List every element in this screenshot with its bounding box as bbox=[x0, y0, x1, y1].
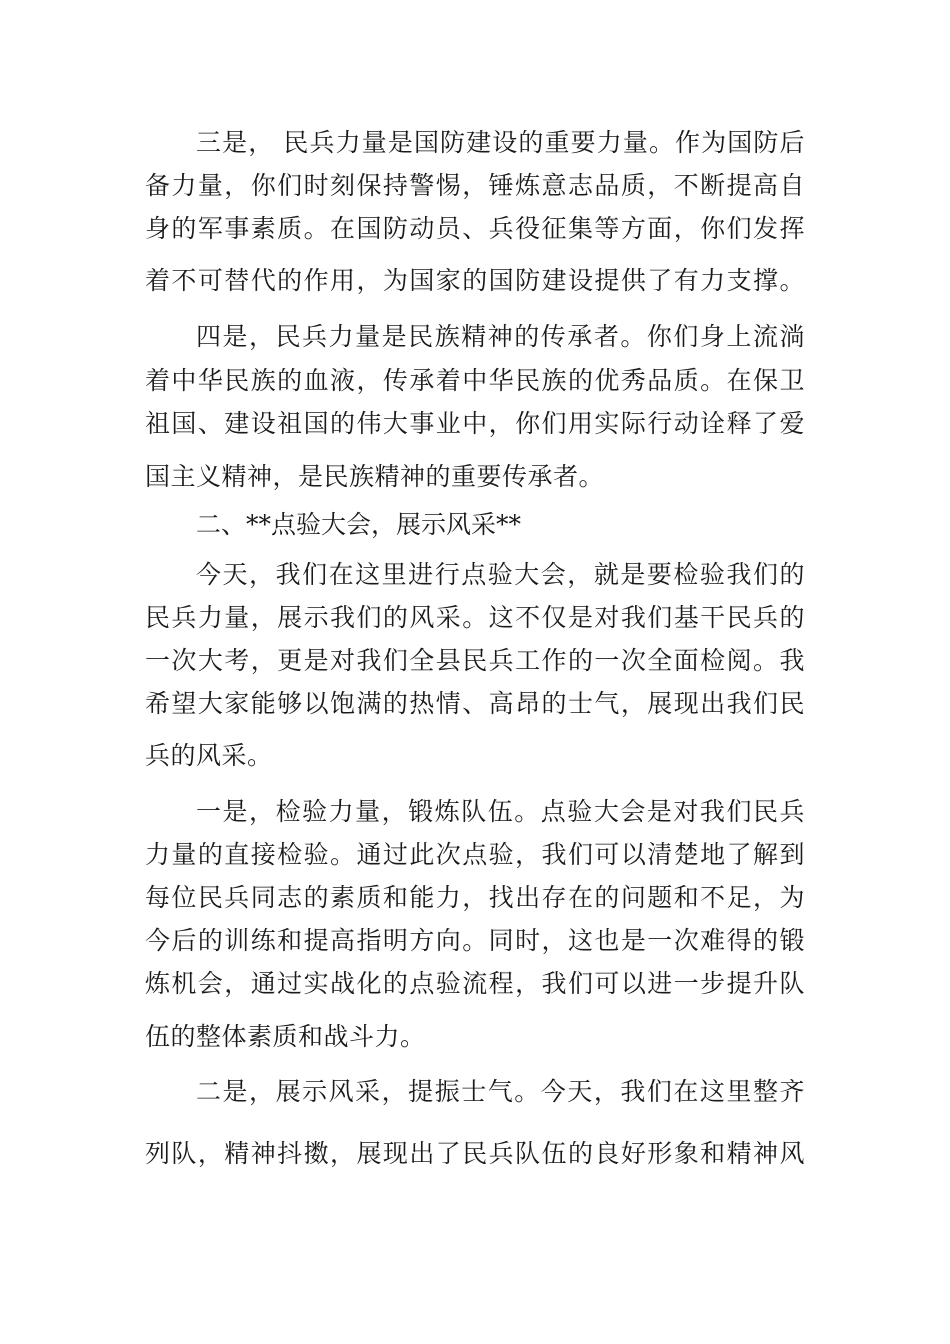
paragraph-4-line-2: 着中华民族的血液，传承着中华民族的优秀品质。在保卫 bbox=[145, 366, 805, 395]
paragraph-6-line-4: 今后的训练和提高指明方向。同时，这也是一次难得的锻 bbox=[145, 926, 805, 955]
paragraph-6-line-1: 一是，检验力量，锻炼队伍。点验大会是对我们民兵 bbox=[196, 797, 805, 826]
paragraph-6-line-6: 伍的整体素质和战斗力。 bbox=[145, 1022, 426, 1051]
paragraph-5-line-1: 今天，我们在这里进行点验大会，就是要检验我们的 bbox=[196, 560, 805, 589]
paragraph-6-line-5: 炼机会，通过实战化的点验流程，我们可以进一步提升队 bbox=[145, 969, 805, 998]
paragraph-5-line-2: 民兵力量，展示我们的风采。这不仅是对我们基干民兵的 bbox=[145, 603, 805, 632]
paragraph-3-line-3: 身的军事素质。在国防动员、兵役征集等方面，你们发挥 bbox=[145, 214, 805, 243]
paragraph-4-line-3: 祖国、建设祖国的伟大事业中，你们用实际行动诠释了爱 bbox=[145, 409, 805, 438]
section-heading: 二、**点验大会，展示风采** bbox=[196, 510, 522, 539]
paragraph-3-line-1: 三是， 民兵力量是国防建设的重要力量。作为国防后 bbox=[196, 128, 805, 157]
paragraph-3-line-4: 着不可替代的作用，为国家的国防建设提供了有力支撑。 bbox=[145, 266, 805, 295]
paragraph-3-line-2: 备力量，你们时刻保持警惕，锤炼意志品质，不断提高自 bbox=[145, 171, 805, 200]
paragraph-4-line-1: 四是，民兵力量是民族精神的传承者。你们身上流淌 bbox=[196, 322, 805, 351]
paragraph-7-line-1: 二是，展示风采，提振士气。今天，我们在这里整齐 bbox=[196, 1077, 805, 1106]
paragraph-4-line-4: 国主义精神，是民族精神的重要传承者。 bbox=[145, 462, 605, 491]
paragraph-5-line-5: 兵的风采。 bbox=[145, 741, 273, 770]
paragraph-7-line-2: 列队，精神抖擞，展现出了民兵队伍的良好形象和精神风 bbox=[145, 1139, 805, 1168]
paragraph-6-line-3: 每位民兵同志的素质和能力，找出存在的问题和不足，为 bbox=[145, 883, 805, 912]
paragraph-5-line-4: 希望大家能够以饱满的热情、高昂的士气，展现出我们民 bbox=[145, 689, 805, 718]
paragraph-5-line-3: 一次大考，更是对我们全县民兵工作的一次全面检阅。我 bbox=[145, 646, 805, 675]
paragraph-6-line-2: 力量的直接检验。通过此次点验，我们可以清楚地了解到 bbox=[145, 840, 805, 869]
